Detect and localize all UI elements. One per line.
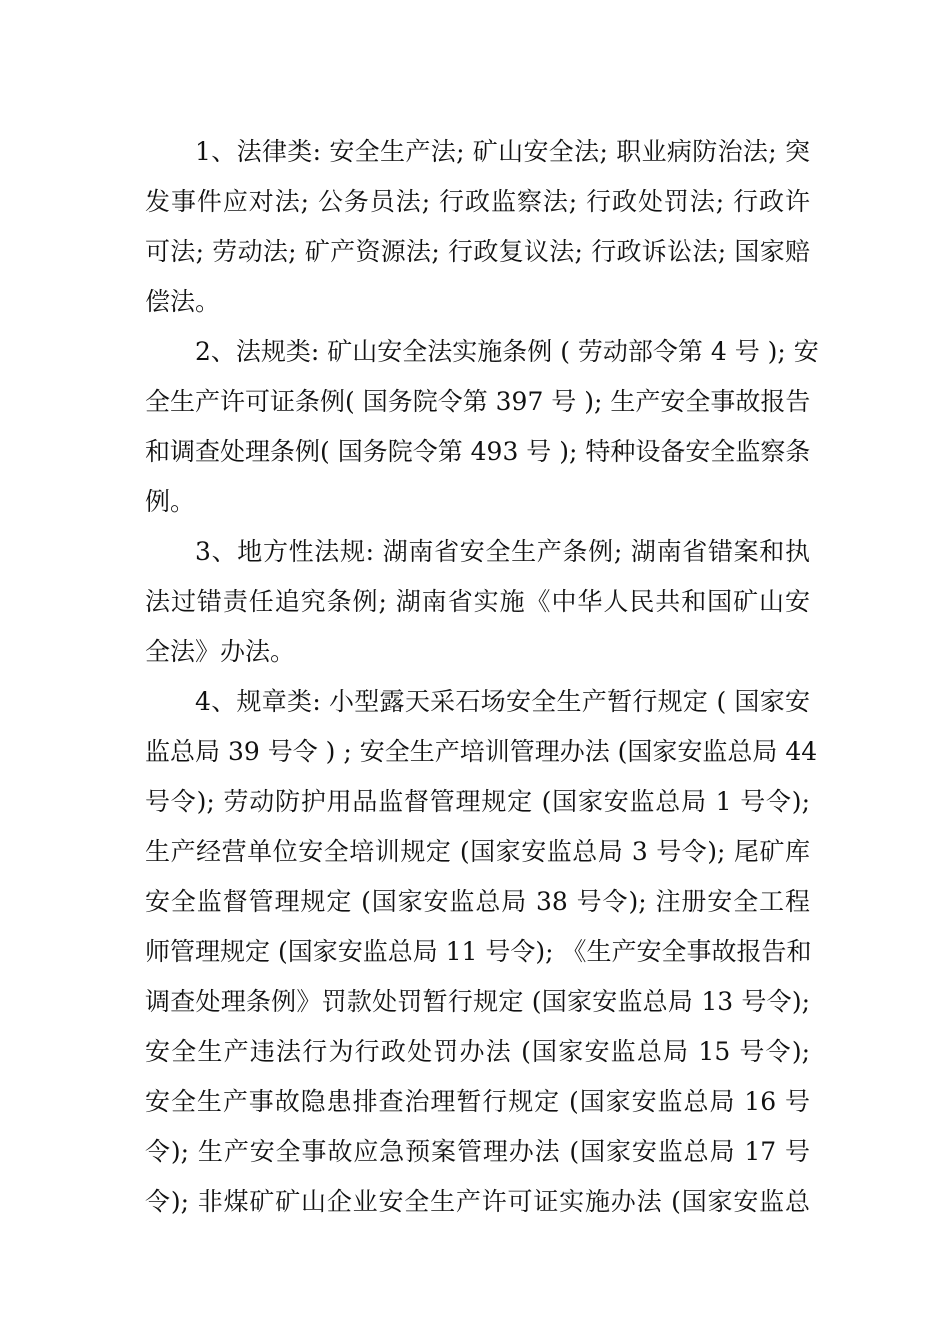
paragraph-4-line-11: 令); 非煤矿矿山企业安全生产许可证实施办法 (国家安监总	[145, 1187, 810, 1216]
paragraph-4-line-2: 监总局 39 号令 ) ; 安全生产培训管理办法 (国家安监总局 44	[145, 737, 818, 766]
paragraph-4-line-3: 号令); 劳动防护用品监督管理规定 (国家安监总局 1 号令);	[145, 787, 810, 816]
paragraph-1-line-4: 偿法。	[145, 287, 221, 316]
paragraph-4-line-7: 调查处理条例》罚款处罚暂行规定 (国家安监总局 13 号令);	[145, 987, 810, 1016]
paragraph-4-line-1: 4、规章类: 小型露天采石场安全生产暂行规定 ( 国家安	[195, 687, 810, 716]
paragraph-3-line-1: 3、地方性法规: 湖南省安全生产条例; 湖南省错案和执	[195, 537, 810, 566]
paragraph-4-line-6: 师管理规定 (国家安监总局 11 号令); 《生产安全事故报告和	[145, 937, 812, 966]
paragraph-3-line-2: 法过错责任追究条例; 湖南省实施《中华人民共和国矿山安	[145, 587, 810, 616]
paragraph-4-line-8: 安全生产违法行为行政处罚办法 (国家安监总局 15 号令);	[145, 1037, 810, 1066]
paragraph-4-line-4: 生产经营单位安全培训规定 (国家安监总局 3 号令); 尾矿库	[145, 837, 810, 866]
paragraph-1-line-1: 1、法律类: 安全生产法; 矿山安全法; 职业病防治法; 突	[195, 137, 810, 166]
paragraph-2-line-4: 例。	[145, 487, 196, 516]
paragraph-4-line-5: 安全监督管理规定 (国家安监总局 38 号令); 注册安全工程	[145, 887, 810, 916]
paragraph-4-line-9: 安全生产事故隐患排查治理暂行规定 (国家安监总局 16 号	[145, 1087, 810, 1116]
paragraph-2-line-1: 2、法规类: 矿山安全法实施条例 ( 劳动部令第 4 号 ); 安	[195, 337, 819, 366]
paragraph-2-line-3: 和调查处理条例( 国务院令第 493 号 ); 特种设备安全监察条	[145, 437, 811, 466]
paragraph-3-line-3: 全法》办法。	[145, 637, 296, 666]
paragraph-2-line-2: 全生产许可证条例( 国务院令第 397 号 ); 生产安全事故报告	[145, 387, 811, 416]
paragraph-4-line-10: 令); 生产安全事故应急预案管理办法 (国家安监总局 17 号	[145, 1137, 810, 1166]
paragraph-1-line-3: 可法; 劳动法; 矿产资源法; 行政复议法; 行政诉讼法; 国家赔	[145, 237, 810, 266]
paragraph-1-line-2: 发事件应对法; 公务员法; 行政监察法; 行政处罚法; 行政许	[145, 187, 810, 216]
